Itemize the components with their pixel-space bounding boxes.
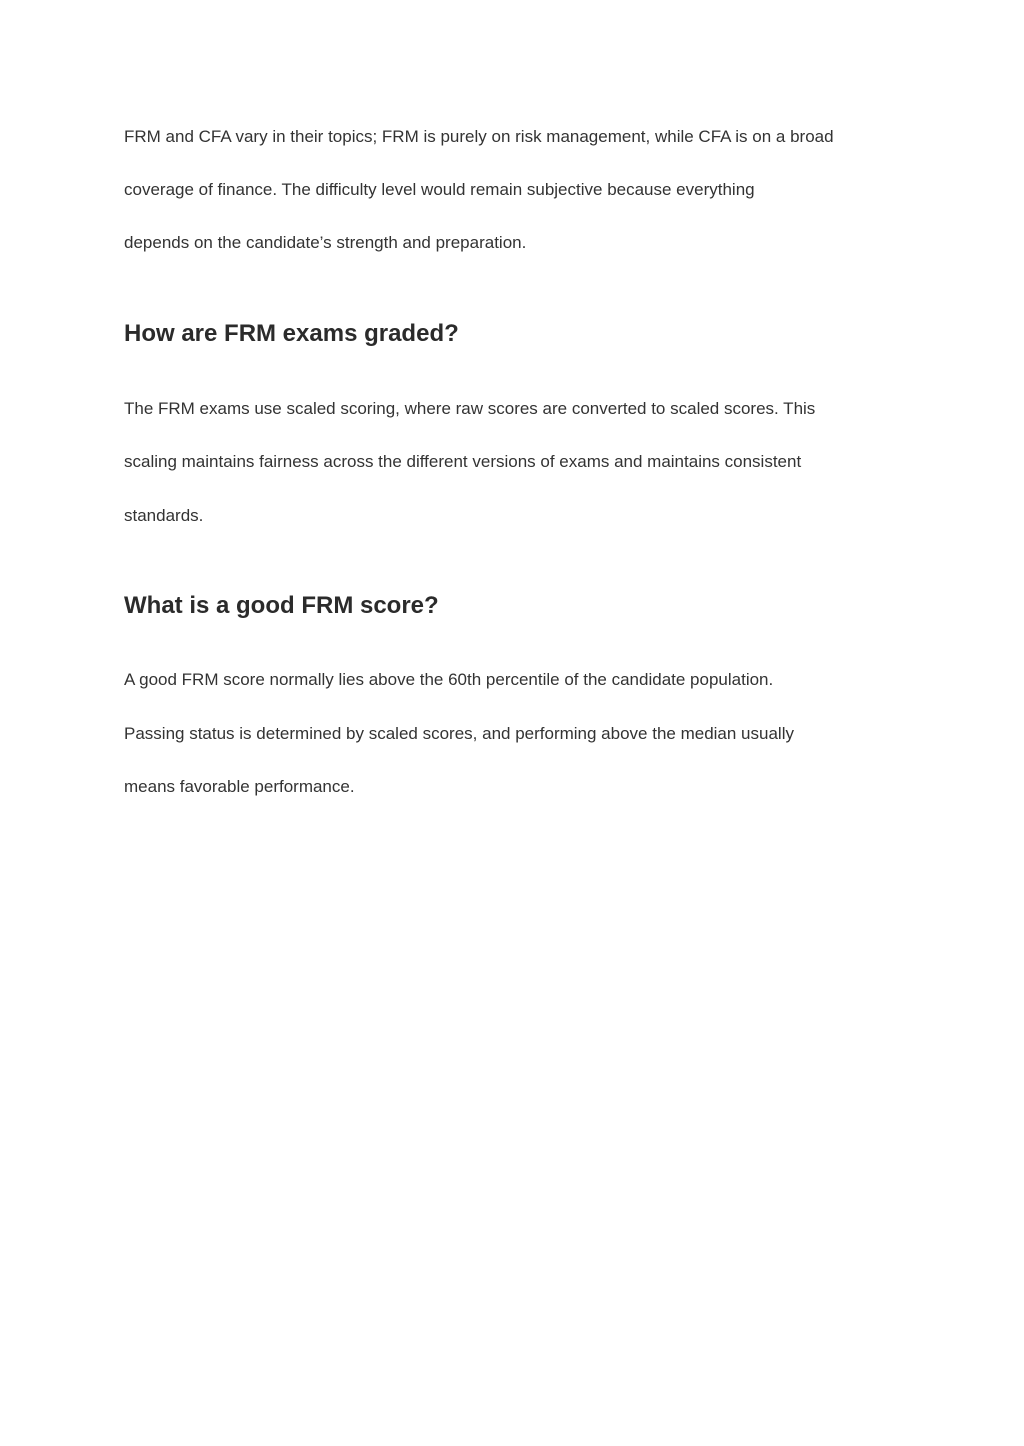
heading-frm-grading: How are FRM exams graded? (124, 320, 459, 347)
paragraph-line: means favorable performance. (124, 777, 355, 796)
paragraph-line: The FRM exams use scaled scoring, where raw scores are converted to scaled scores. This (124, 399, 816, 418)
paragraph-line: A good FRM score normally lies above the 60th percentile of the candidate population. (124, 670, 774, 689)
paragraph-line: coverage of finance. The difficulty level would remain subjective because everything (124, 180, 755, 199)
paragraph-line: depends on the candidate’s strength and preparation. (124, 233, 527, 252)
paragraph-line: scaling maintains fairness across the different versions of exams and maintains consistent (124, 452, 802, 471)
paragraph-line: standards. (124, 506, 204, 525)
paragraph-line: Passing status is determined by scaled scores, and performing above the median usually (124, 724, 794, 743)
heading-good-frm-score: What is a good FRM score? (124, 592, 439, 619)
paragraph-line: FRM and CFA vary in their topics; FRM is purely on risk management, while CFA is on a broad (124, 127, 834, 146)
